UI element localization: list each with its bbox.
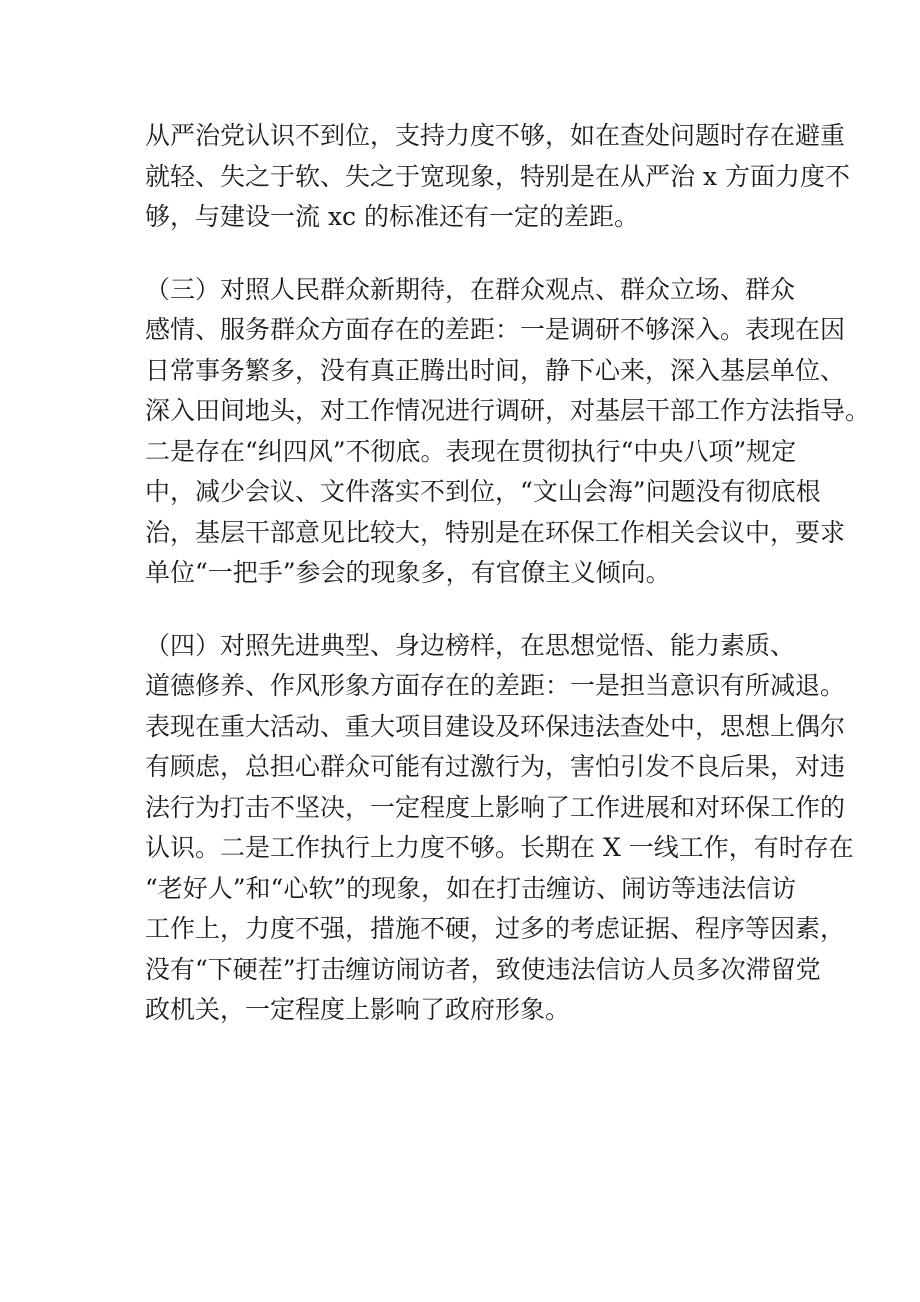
text-line: 二是存在“纠四风”不彻底。表现在贯彻执行“中央八项”规定 [145, 436, 797, 466]
text-line: 日常事务繁多，没有真正腾出时间，静下心来，深入基层单位、 [145, 355, 846, 385]
text-line: 感情、服务群众方面存在的差距：一是调研不够深入。表现在因 [145, 315, 846, 344]
text-line: 工作上，力度不强，措施不硬，过多的考虑证据、程序等因素， [145, 914, 846, 943]
paragraph-section-4 [145, 626, 854, 1031]
text-line: “老好人”和“心软”的现象，如在打击缠访、闹访等违法信访 [145, 873, 797, 903]
text-line: 治，基层干部意见比较大，特别是在环保工作相关会议中，要求 [145, 517, 846, 547]
text-line: 认识。二是工作执行上力度不够。长期在 X 一线工作，有时存在 [145, 833, 854, 862]
text-line: 法行为打击不坚决，一定程度上影响了工作进展和对环保工作的 [145, 792, 846, 822]
text-line: 中，减少会议、文件落实不到位，“文山会海”问题没有彻底根 [145, 477, 821, 506]
text-line: 就轻、失之于软、失之于宽现象，特别是在从严治 x 方面力度不 [145, 161, 850, 191]
text-line: 有顾虑，总担心群众可能有过激行为，害怕引发不良后果，对违 [145, 752, 846, 781]
text-line: 够，与建设一流 xc 的标准还有一定的差距。 [145, 202, 639, 231]
text-line: 单位“一把手”参会的现象多，有官僚主义倾向。 [145, 558, 671, 587]
text-line: （三）对照人民群众新期待，在群众观点、群众立场、群众 [145, 274, 796, 304]
text-line: 政机关，一定程度上影响了政府形象。 [145, 995, 571, 1024]
text-line: 表现在重大活动、重大项目建设及环保违法查处中，思想上偶尔 [145, 711, 846, 741]
paragraph-section-3 [145, 270, 871, 594]
paragraph-continuation [145, 116, 850, 238]
text-line: （四）对照先进典型、身边榜样，在思想觉悟、能力素质、 [145, 630, 796, 660]
text-line: 从严治党认识不到位，支持力度不够，如在查处问题时存在避重 [145, 121, 846, 150]
document-body [145, 116, 871, 1031]
text-line: 深入田间地头，对工作情况进行调研，对基层干部工作方法指导。 [145, 396, 871, 425]
text-line: 道德修养、作风形象方面存在的差距：一是担当意识有所减退。 [145, 671, 846, 700]
text-line: 没有“下硬茬”打击缠访闹访者，致使违法信访人员多次滞留党 [145, 954, 821, 984]
